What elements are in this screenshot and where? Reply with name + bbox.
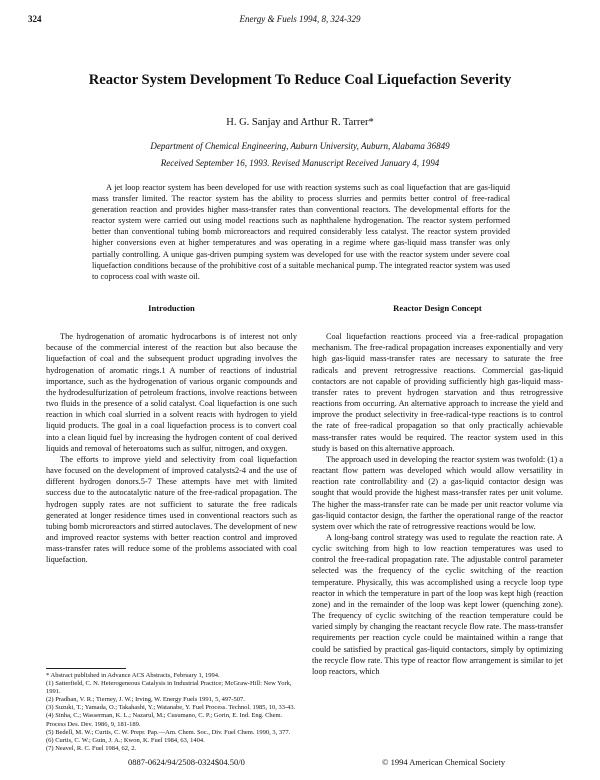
footnote: (4) Sinha, C.; Wasserman, K. L.; Nazarul, M.; Cusumano, C. P.; Gorin, E. Ind. Eng. Chem. Process Des. Dev. 1986, 9, 181-189. xyxy=(46,712,283,728)
reactor-design-heading: Reactor Design Concept xyxy=(393,303,482,313)
footnote: (1) Satterfield, C. N. Heterogeneous Catalysis in Industrial Practice; McGraw-Hill: New York, 1991. xyxy=(46,680,292,696)
journal-citation: Energy & Fuels 1994, 8, 324-329 xyxy=(239,14,361,24)
footnote: (5) Bedell, M. W.; Curtis, C. W. Prepr. Pap.—Am. Chem. Soc., Div. Fuel Chem. 1990, 3, 377. xyxy=(46,728,291,736)
paper-title: Reactor System Development To Reduce Coal Liquefaction Severity xyxy=(88,72,512,88)
received-dates: Received September 16, 1993. Revised Manuscript Received January 4, 1994 xyxy=(160,158,440,168)
abstract: A jet loop reactor system has been developed for use with reaction systems such as coal liquefaction that are gas-liquid mass transfer limited. The reactor system has the ability to process slurries and permits better control of free-radical generation reaction and provides higher mass-transfer rates than conventional reactors. The developmental efforts for the reactor system were carried out using model reactions such as naphthalene hydrogenation. The reactor system performed better than conventional tubing bomb microreactors and required considerably less catalyst. The reactor system provided higher conversions even at higher temperatures and was operating in a regime where gas-liquid mass transfer was only partially controlling. A unique gas-driven pumping system was developed for use with the reactor system under severe coal liquefaction conditions because of the prohibitive cost of a suitable mechanical pump. The integrated reactor system was used to coprocess coal with waste oil. xyxy=(92,183,510,281)
intro-paragraph: The efforts to improve yield and selectivity from coal liquefaction have focused on the development of improved catalysts2-4 and the use of different hydrogen donors.5-7 These attempts have met with limited success due to the autocatalytic nature of the free-radical propagation. The hydrogen supply rates are not sufficient to saturate the free radicals generated at longer residence times used in conventional reactors such as tubing bomb microreactors and stirred autoclaves. The development of new and improved reactor systems with better reaction control and improved mass-transfer rates will reduce some of the problems associated with coal liquefaction. xyxy=(46,454,297,565)
footnote: (3) Suzuki, T.; Yamada, O.; Takahashi, Y.; Watanabe, Y. Fuel Process. Technol. 1985, 10, 33-43. xyxy=(46,704,296,712)
concept-paragraph: Coal liquefaction reactions proceed via a free-radical propagation mechanism. The free-radical propagation increases exponentially and very high gas-liquid mass-transfer rates are necessary to saturate the free radicals and prevent retrogressive reactions. Commercial gas-liquid contactors are not capable of providing sufficiently high gas-liquid mass-transfer rates to prevent hydrogen starvation and thus retrogressive reactions from occurring. An alternative approach to increase the yield and improve the product selectivity in free-radical-type reactions is to control the rate of free-radical propagation so that only practically achievable mass-transfer rates would be required. The reactor system used in this study is based on this alternative approach. xyxy=(312,332,563,453)
introduction-heading: Introduction xyxy=(148,303,195,313)
footnote: * Abstract published in Advance ACS Abstracts, February 1, 1994. xyxy=(46,672,220,679)
right-column xyxy=(312,303,563,677)
concept-paragraph: The approach used in developing the reactor system was twofold: (1) a reactant flow pattern was developed which would allow versatility in reaction rate controllability and (2) a gas-liquid contactor design was sought that would provide the highest mass-transfer rates per unit volume. The higher the mass-transfer rate can be made per unit reactor volume via gas-liquid contactor design, the farther the operational range of the reactor system over which the rate of retrogressive reactions would be low. xyxy=(312,454,563,531)
left-column xyxy=(46,303,297,565)
intro-paragraph: The hydrogenation of aromatic hydrocarbons is of interest not only because of the commercial interest of the reaction but also because the liquefaction of coal and the subsequent product upgrading involves the hydrogenation of aromatic rings.1 A number of reactions of industrial importance, such as the hydrogenation of various organic compounds and the hydrodesulfurization of petroleum fractions, involve reactions between two fluids in the presence of a solid catalyst. Coal liquefaction is one such reaction in which coal slurried in a solvent reacts with hydrogen to yield liquid products. The goal in a coal liquefaction process is to convert coal into a clean liquid fuel by increasing the hydrogen content of coal derived liquids and removal of heteroatoms such as sulfur, nitrogen, and oxygen. xyxy=(46,332,297,453)
authors: H. G. Sanjay and Arthur R. Tarrer* xyxy=(226,117,374,128)
affiliation: Department of Chemical Engineering, Auburn University, Auburn, Alabama 36849 xyxy=(150,141,450,151)
copyright: © 1994 American Chemical Society xyxy=(382,757,506,767)
footnotes xyxy=(46,672,297,753)
footnote: (7) Neavel, R. C. Fuel 1984, 62, 2. xyxy=(46,744,137,752)
document-code: 0887-0624/94/2508-0324$04.50/0 xyxy=(128,757,245,767)
concept-paragraph: A long-bang control strategy was used to regulate the reaction rate. A cyclic switching from high to low reaction temperatures was used to control the free-radical propagation rate. The adjustable control parameter selected was the frequency of the cyclic switching of the reaction temperature. Physically, this was accomplished using a recycle loop type reactor in which the temperature in part of the loop was kept high (reaction zone) and in the remainder of the loop was kept lower (quenching zone). The frequency of cyclic switching of the reaction temperature could be varied simply by changing the reactant recycle flow rate. The mass-transfer requirements per reaction cycle could be maintained within a range that could be satisfied by practical gas-liquid contactors, simply by optimizing the recycle flow rate. This type of reactor flow arrangement is similar to jet loop reactors, which xyxy=(312,532,563,676)
footnote: (6) Curtis, C. W.; Guin, J. A.; Kwon, K. Fuel 1984, 63, 1404. xyxy=(46,736,205,744)
page-number: 324 xyxy=(28,14,42,24)
footnote: (2) Pradhan, V. R.; Tierney, J. W.; Irving, W. Energy Fuels 1991, 5, 497-507. xyxy=(46,696,245,704)
footnote-divider xyxy=(46,668,126,669)
